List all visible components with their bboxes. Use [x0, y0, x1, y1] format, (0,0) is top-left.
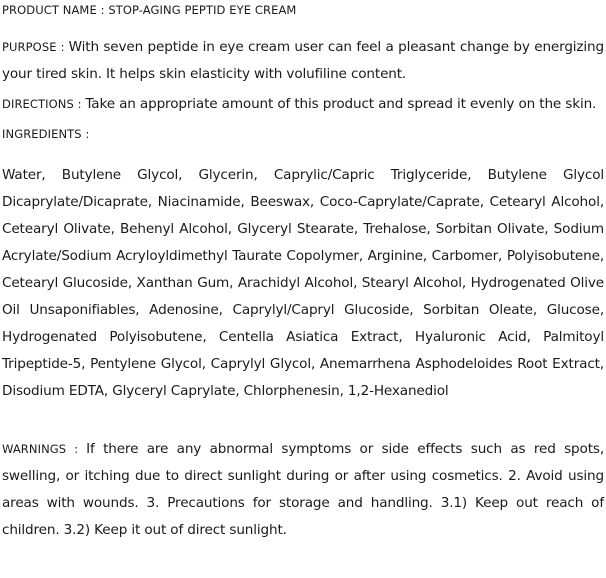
warnings-label: WARNINGS : — [2, 442, 87, 456]
directions-label: DIRECTIONS : — [2, 97, 86, 111]
ingredients-list: Water, Butylene Glycol, Glycerin, Caprylic/Capric Triglyceride, Butylene Glycol Dicaprylate/Dicaprate, Niacinamide, Beeswax, Coco-Caprylate/Caprate, Cetearyl Alcohol, Cetearyl Olivate, Behenyl Alcohol, Glyceryl Stearate, Trehalose, Sorbitan Olivate, Sodium Acrylate/Sodium Acryloyldimethyl Taurate Copolymer, Arginine, Carbomer, Polyisobutene, Cetearyl Glucoside, Xanthan Gum, Arachidyl Alcohol, Stearyl Alcohol, Hydrogenated Olive Oil Unsaponifiables, Adenosine, Caprylyl/Capryl Glucoside, Sorbitan Oleate, Glucose, Hydrogenated Polyisobutene, Centella Asiatica Extract, Hyaluronic Acid, Palmitoyl Tripeptide-5, Pentylene Glycol, Caprylyl Glycol, Anemarrhena Asphodeloides Root Extract, Disodium EDTA, Glyceryl Caprylate, Chlorphenesin, 1,2-Hexanediol — [2, 167, 604, 399]
directions-text: Take an appropriate amount of this product and spread it evenly on the skin. — [85, 96, 597, 112]
product-name-label: PRODUCT NAME : — [2, 3, 109, 17]
purpose-text: With seven peptide in eye cream user can feel a pleasant change by energizing your tired skin. It helps skin elasticity with volufiline content. — [2, 39, 604, 82]
warnings-paragraph — [2, 436, 604, 544]
purpose-paragraph — [2, 34, 604, 88]
ingredients-heading — [2, 121, 604, 148]
purpose-label: PURPOSE : — [2, 40, 69, 54]
ingredients-label: INGREDIENTS : — [2, 127, 90, 141]
product-name-value: STOP-AGING PEPTID EYE CREAM — [108, 3, 297, 17]
directions-paragraph — [2, 91, 604, 118]
product-document — [2, 0, 604, 544]
product-name-line — [2, 0, 604, 22]
warnings-text: If there are any abnormal symptoms or side effects such as red spots, swelling, or itching due to direct sunlight during or after using cosmetics. 2. Avoid using areas with wounds. 3. Precautions for storage and handling. 3.1) Keep out reach of children. 3.2) Keep it out of direct sunlight. — [2, 441, 604, 538]
